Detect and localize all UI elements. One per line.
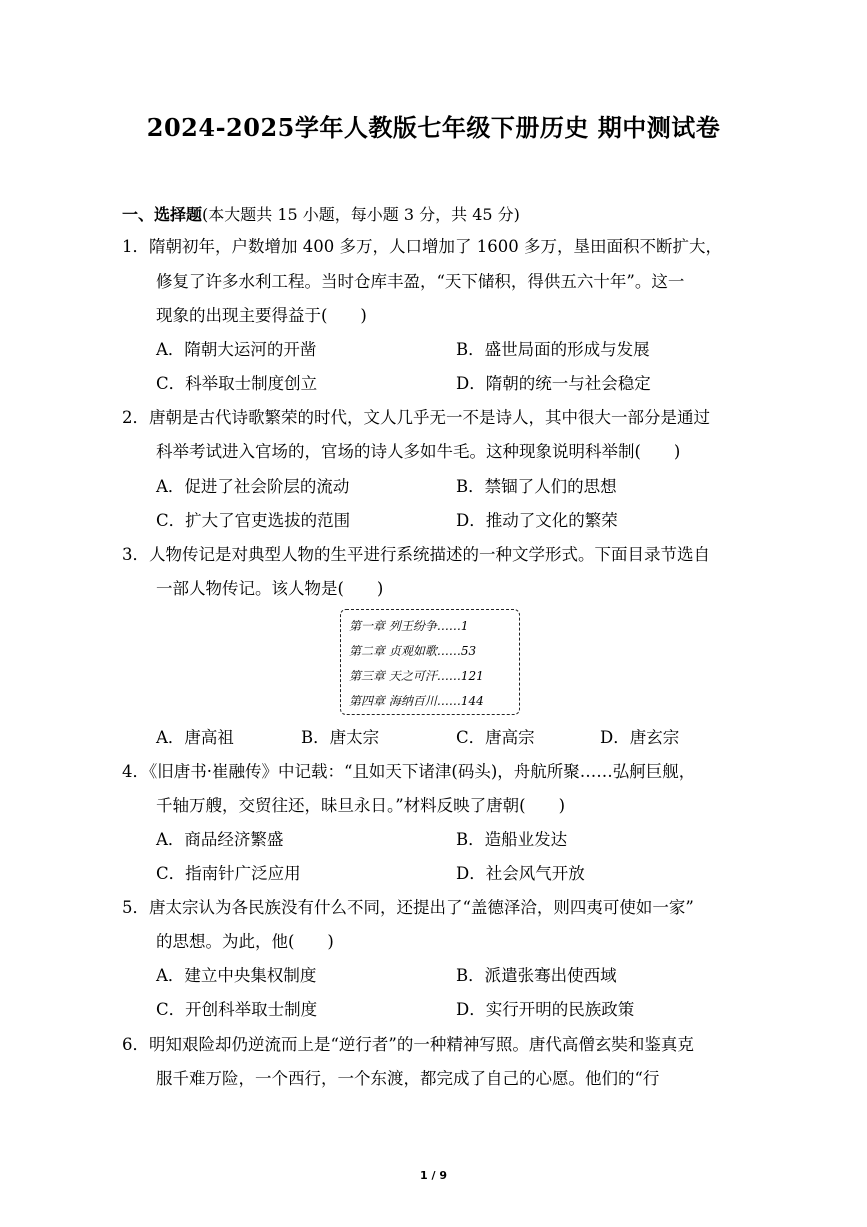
section-title: 一、选择题 <box>122 205 203 224</box>
question-3-option-d: D．唐玄宗 <box>600 728 680 747</box>
question-4-option-a: A．商品经济繁盛 <box>156 830 284 849</box>
question-1-option-d: D．隋朝的统一与社会稳定 <box>456 374 651 393</box>
question-3-option-c: C．唐高宗 <box>456 728 535 747</box>
question-4-line-2: 千轴万艘，交贸往还，昧旦永日。”材料反映了唐朝( ) <box>156 796 566 815</box>
question-3-option-a: A．唐高祖 <box>156 728 234 747</box>
toc-row: 第四章 海纳百川……144 <box>349 694 484 708</box>
question-4-option-c: C．指南针广泛应用 <box>156 864 301 883</box>
question-3-option-b: B．唐太宗 <box>301 728 380 747</box>
question-2-option-b: B．禁锢了人们的思想 <box>456 477 617 496</box>
question-1-line-1: 1．隋朝初年，户数增加 400 多万，人口增加了 1600 多万，垦田面积不断扩大， <box>122 237 722 256</box>
question-5-option-c: C．开创科举取士制度 <box>156 1000 318 1019</box>
question-1-option-b: B．盛世局面的形成与发展 <box>456 340 650 359</box>
page-title: 2024-2025学年人教版七年级下册历史 期中测试卷 <box>146 113 721 142</box>
question-2-line-1: 2．唐朝是古代诗歌繁荣的时代，文人几乎无一不是诗人，其中很大一部分是通过 <box>122 408 710 427</box>
question-1-line-3: 现象的出现主要得益于( ) <box>156 306 367 325</box>
question-6-line-2: 服千难万险，一个西行，一个东渡，都完成了自己的心愿。他们的“行 <box>156 1069 660 1088</box>
question-5-option-b: B．派遣张骞出使西域 <box>456 966 617 985</box>
toc-row: 第一章 列王纷争……1 <box>349 619 469 633</box>
question-6-line-1: 6．明知艰险却仍逆流而上是“逆行者”的一种精神写照。唐代高僧玄奘和鉴真克 <box>122 1035 694 1054</box>
question-5-line-2: 的思想。为此，他( ) <box>156 932 334 951</box>
question-2-option-c: C．扩大了官吏选拔的范围 <box>156 511 351 530</box>
question-4-option-b: B．造船业发达 <box>456 830 568 849</box>
question-5-option-d: D．实行开明的民族政策 <box>456 1000 635 1019</box>
section-heading <box>122 202 520 225</box>
question-1-option-c: C．科举取士制度创立 <box>156 374 318 393</box>
question-5-line-1: 5．唐太宗认为各民族没有什么不同，还提出了“盖德泽洽，则四夷可使如一家” <box>122 898 694 917</box>
question-2-line-2: 科举考试进入官场的，官场的诗人多如牛毛。这种现象说明科举制( ) <box>156 442 681 461</box>
question-2-option-d: D．推动了文化的繁荣 <box>456 511 618 530</box>
question-3-line-1: 3．人物传记是对典型人物的生平进行系统描述的一种文学形式。下面目录节选自 <box>122 545 710 564</box>
question-1-option-a: A．隋朝大运河的开凿 <box>156 340 317 359</box>
question-2-option-a: A．促进了社会阶层的流动 <box>156 477 350 496</box>
question-5-option-a: A．建立中央集权制度 <box>156 966 317 985</box>
page-number: 1 / 9 <box>420 1169 447 1182</box>
section-note: (本大题共 15 小题，每小题 3 分，共 45 分) <box>202 205 520 224</box>
biography-table-of-contents <box>340 609 520 715</box>
question-4-line-1: 4．《旧唐书·崔融传》中记载：“且如天下诸津(码头)，舟航所聚……弘舸巨舰， <box>122 762 696 781</box>
question-4-option-d: D．社会风气开放 <box>456 864 585 883</box>
toc-row: 第三章 天之可汗……121 <box>349 669 484 683</box>
question-1-line-2: 修复了许多水利工程。当时仓库丰盈，“天下储积，得供五六十年”。这一 <box>156 272 685 291</box>
question-3-line-2: 一部人物传记。该人物是( ) <box>156 579 384 598</box>
toc-row: 第二章 贞观如歌……53 <box>349 644 477 658</box>
